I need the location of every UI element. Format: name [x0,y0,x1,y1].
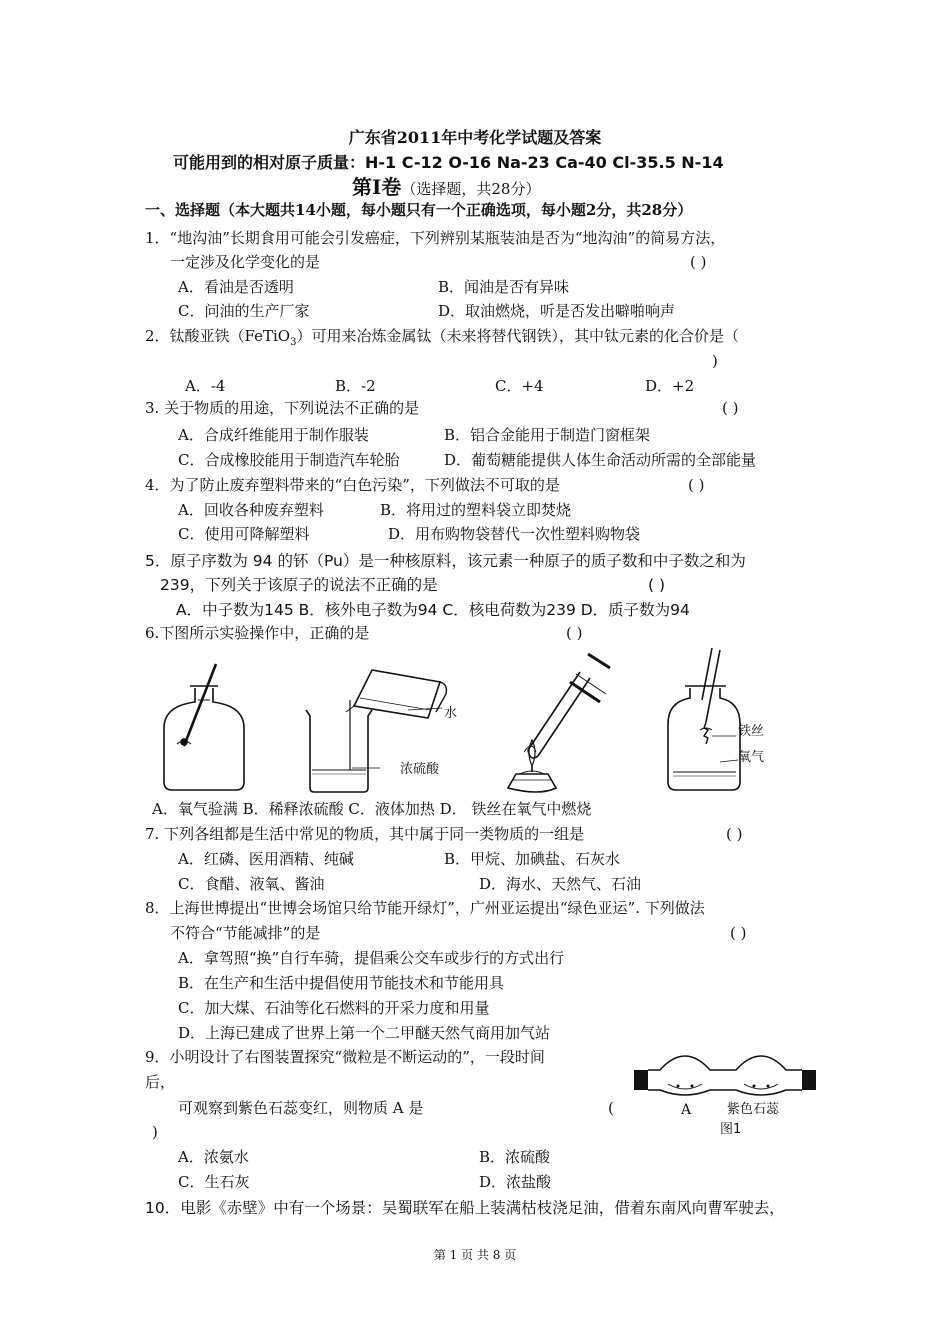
q6-label-acid: 浓硫酸 [400,762,440,777]
page-title: 广东省2011年中考化学试题及答案 [348,128,602,147]
q8-option-b: B．在生产和生活中提倡使用节能技术和节能用具 [178,974,505,992]
q2-option-a: A．-4 [185,377,226,395]
q9-stem-line1: 9．小明设计了右图装置探究“微粒是不断运动的”，一段时间 [145,1048,545,1066]
q6-label-oxygen: 氧气 [738,750,765,765]
left-stopper [634,1070,648,1090]
q3-option-a: A．合成纤维能用于制作服装 [178,426,369,444]
q2-stem-subscript: 3 [290,337,297,348]
q9-figure-label-litmus: 紫色石蕊 [727,1102,780,1117]
q2-close-paren: ) [712,352,718,370]
q9-stem-line3: 可观察到紫色石蕊变红，则物质 A 是 [178,1099,424,1117]
q2-stem [145,326,739,353]
volume-heading [352,175,540,201]
q6-stem: 6.下图所示实验操作中，正确的是 [145,624,370,642]
q1-option-b: B．闻油是否有异味 [438,278,570,296]
q9-figure-label-a: A [681,1102,692,1118]
q5-options: A．中子数为145 B．核外电子数为94 C．核电荷数为239 D．质子数为94 [176,601,690,619]
q3-option-c: C．合成橡胶能用于制造汽车轮胎 [178,451,400,469]
q3-option-d: D．葡萄糖能提供人体生命活动所需的全部能量 [444,451,757,469]
q6-figures [140,640,800,800]
q9-option-b: B．浓硫酸 [479,1148,551,1166]
q8-stem-line2: 不符合“节能减排”的是 [170,924,321,942]
q9-apparatus-figure [630,1048,820,1100]
q9-option-c: C．生石灰 [178,1173,250,1191]
q5-answer-paren: ( ) [648,576,666,594]
atomic-masses: 可能用到的相对原子质量：H-1 C-12 O-16 Na-23 Ca-40 Cl-35.5 N-14 [173,153,724,172]
q8-stem-line1: 8．上海世博提出“世博会场馆只给节能开绿灯”，广州亚运提出“绿色亚运”. 下列做法 [145,899,705,917]
q7-option-c: C．食醋、液氧、酱油 [178,875,325,893]
q4-stem: 4．为了防止废弃塑料带来的“白色污染”，下列做法不可取的是 [145,476,560,494]
q2-option-b: B．-2 [335,377,376,395]
q9-option-a: A．浓氨水 [178,1148,249,1166]
q2-option-c: C．+4 [495,377,544,395]
q8-answer-paren: ( ) [730,924,747,942]
q2-stem-post: ）可用来冶炼金属钛（未来将替代钢铁），其中钛元素的化合价是（ [296,327,739,345]
q1-option-d: D．取油燃烧，听是否发出噼啪响声 [438,302,676,320]
q5-stem-line1: 5．原子序数为 94 的钚（Pu）是一种核原料，该元素一种原子的质子数和中子数之和为 [145,552,746,570]
q9-paren-close: ) [152,1123,158,1141]
page-number: 第 1 页 共 8 页 [433,1248,517,1262]
q10-stem: 10．电影《赤壁》中有一个场景：吴蜀联军在船上装满枯枝浇足油，借着东南风向曹军驶去， [145,1199,785,1217]
q9-paren-open: ( [608,1099,614,1117]
q1-answer-paren: ( ) [690,253,707,271]
q8-option-c: C．加大煤、石油等化石燃料的开采力度和用量 [178,999,490,1017]
q4-option-c: C．使用可降解塑料 [178,525,310,543]
q3-stem: 3. 关于物质的用途，下列说法不正确的是 [145,399,420,417]
q4-option-b: B．将用过的塑料袋立即焚烧 [380,501,572,519]
q6-answer-paren: ( ) [566,624,583,642]
q6-label-wire: 铁丝 [738,724,765,739]
q4-answer-paren: ( ) [688,476,705,494]
q7-option-a: A．红磷、医用酒精、纯碱 [178,850,354,868]
q9-option-d: D．浓盐酸 [479,1173,552,1191]
q9-stem-line2: 后， [145,1073,176,1091]
q8-option-a: A．拿驾照“换”自行车骑，提倡乘公交车或步行的方式出行 [178,949,565,967]
q1-option-c: C．问油的生产厂家 [178,302,310,320]
volume-note: （选择题，共28分） [401,180,541,198]
q1-stem-line1: 1．“地沟油”长期食用可能会引发癌症，下列辨别某瓶装油是否为“地沟油”的简易方法， [145,229,726,247]
right-stopper [802,1070,816,1090]
q4-option-d: D．用布购物袋替代一次性塑料购物袋 [388,525,641,543]
q7-option-d: D．海水、天然气、石油 [479,875,642,893]
q5-stem-line2: 239，下列关于该原子的说法不正确的是 [160,576,438,594]
q2-stem-pre: 2．钛酸亚铁（FeTiO [145,327,291,345]
q6-label-water: 水 [444,706,458,721]
q6-options: A．氧气验满 B．稀释浓硫酸 C．液体加热 D． 铁丝在氧气中燃烧 [152,800,592,818]
q7-option-b: B．甲烷、加碘盐、石灰水 [444,850,621,868]
oxygen-test-bottle-figure [164,664,244,790]
q8-option-d: D．上海已建成了世界上第一个二甲醚天然气商用加气站 [178,1024,551,1042]
iron-wire-burning-figure [668,648,740,790]
q9-figure-caption: 图1 [720,1122,742,1137]
q7-stem: 7. 下列各组都是生活中常见的物质，其中属于同一类物质的一组是 [145,825,585,843]
q1-stem-line2: 一定涉及化学变化的是 [170,253,321,271]
volume-label: 第Ⅰ卷 [352,175,402,199]
liquid-heating-figure [508,654,610,792]
q2-option-d: D．+2 [645,377,695,395]
q7-answer-paren: ( ) [726,825,743,843]
q1-option-a: A．看油是否透明 [178,278,294,296]
section-heading: 一、选择题（本大题共14小题，每小题只有一个正确选项，每小题2分，共28分） [145,201,693,219]
q3-option-b: B．铝合金能用于制造门窗框架 [444,426,651,444]
q4-option-a: A．回收各种废弃塑料 [178,501,324,519]
q3-answer-paren: ( ) [722,399,739,417]
